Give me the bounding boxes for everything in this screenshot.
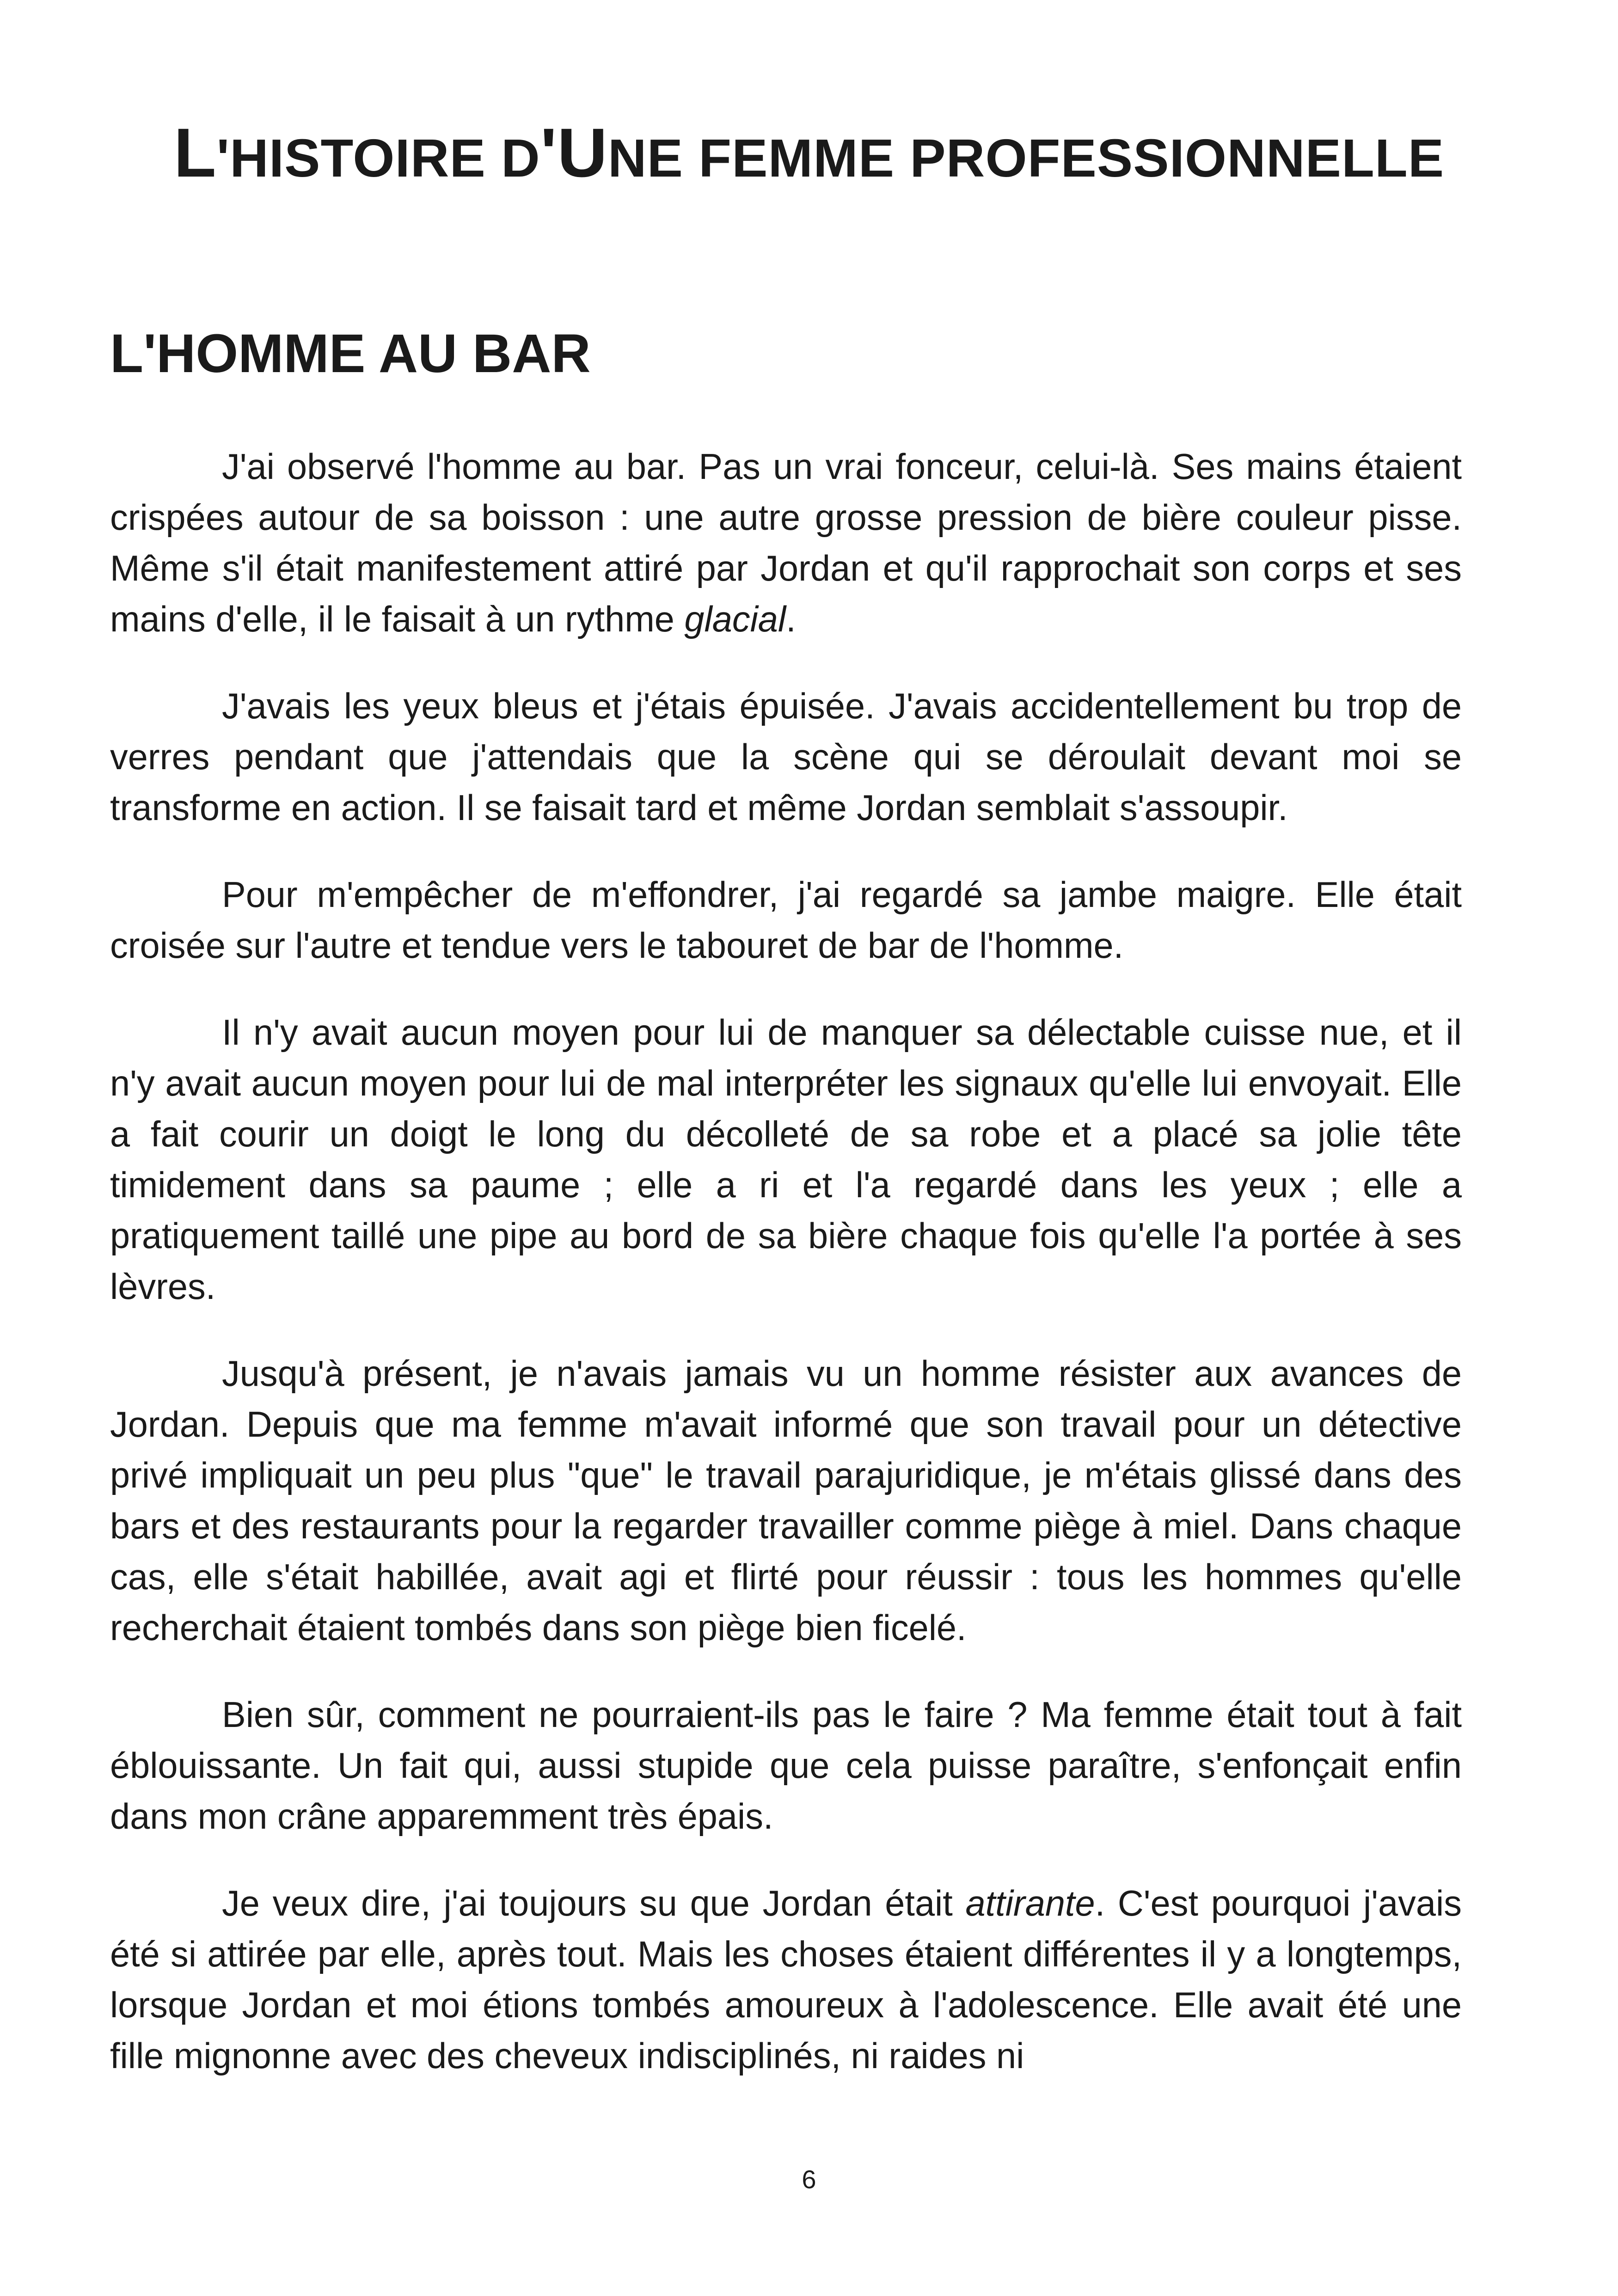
- paragraph-text: Je veux dire, j'ai toujours su que Jordan était: [222, 1884, 966, 1923]
- book-title-initial-2: 'U: [540, 114, 608, 191]
- paragraph: J'avais les yeux bleus et j'étais épuisée. J'avais accidentellement bu trop de verres pendant que j'attendais que la scène qui se déroulait devant moi se transforme en action. Il se faisait tard et même Jordan semblait s'assoupir.: [110, 686, 1462, 828]
- emphasis-text: attirante: [965, 1884, 1095, 1923]
- paragraph: Bien sûr, comment ne pourraient-ils pas le faire ? Ma femme était tout à fait éblouissante. Un fait qui, aussi stupide que cela puisse paraître, s'enfonçait enfin dans mon crâne apparemment très épais.: [110, 1695, 1462, 1837]
- paragraph: Il n'y avait aucun moyen pour lui de manquer sa délectable cuisse nue, et il n'y avait aucun moyen pour lui de mal interpréter les signaux qu'elle lui envoyait. Elle a fait courir un doigt le long du décolleté de sa robe et a placé sa jolie tête timidement dans sa paume ; elle a ri et l'a regardé dans les yeux ; elle a pratiquement taillé une pipe au bord de sa bière chaque fois qu'elle l'a portée à ses lèvres.: [110, 1013, 1462, 1307]
- book-title-initial: L: [173, 114, 217, 191]
- emphasis-text: glacial: [684, 600, 786, 639]
- paragraph: [110, 441, 1462, 645]
- paragraph-text: .: [786, 600, 796, 639]
- body-text: [110, 441, 1462, 2118]
- paragraph: Pour m'empêcher de m'effondrer, j'ai regardé sa jambe maigre. Elle était croisée sur l'autre et tendue vers le tabouret de bar de l'homme.: [110, 875, 1462, 966]
- paragraph-text: . C'est pourquoi j'avais été si attirée par elle, après tout. Mais les choses étaient différentes il y a longtemps, lorsque Jordan et moi étions tombés amoureux à l'adolescence. Elle avait été une fille mignonne avec des cheveux indisciplinés, ni raides ni: [110, 1884, 1462, 2076]
- paragraph-text: J'ai observé l'homme au bar. Pas un vrai fonceur, celui-là. Ses mains étaient crispées autour de sa boisson : une autre grosse pression de bière couleur pisse. Même s'il était manifestement attiré par Jordan et qu'il rapprochait son corps et ses mains d'elle, il le faisait à un rythme: [110, 447, 1462, 639]
- paragraph: Jusqu'à présent, je n'avais jamais vu un homme résister aux avances de Jordan. Depuis que ma femme m'avait informé que son travail pour un détective privé impliquait un peu plus "que" le travail parajuridique, je m'étais glissé dans des bars et des restaurants pour la regarder travailler comme piège à miel. Dans chaque cas, elle s'était habillée, avait agi et flirté pour réussir : tous les hommes qu'elle recherchait étaient tombés dans son piège bien ficelé.: [110, 1354, 1462, 1648]
- book-title: [0, 114, 1618, 193]
- chapter-title: L'HOMME AU BAR: [110, 323, 591, 384]
- book-title-part-1: 'HISTOIRE D: [216, 128, 540, 188]
- paragraph: [110, 1878, 1462, 2082]
- book-title-part-2: NE FEMME PROFESSIONNELLE: [607, 128, 1445, 188]
- page-number: 6: [802, 2165, 816, 2194]
